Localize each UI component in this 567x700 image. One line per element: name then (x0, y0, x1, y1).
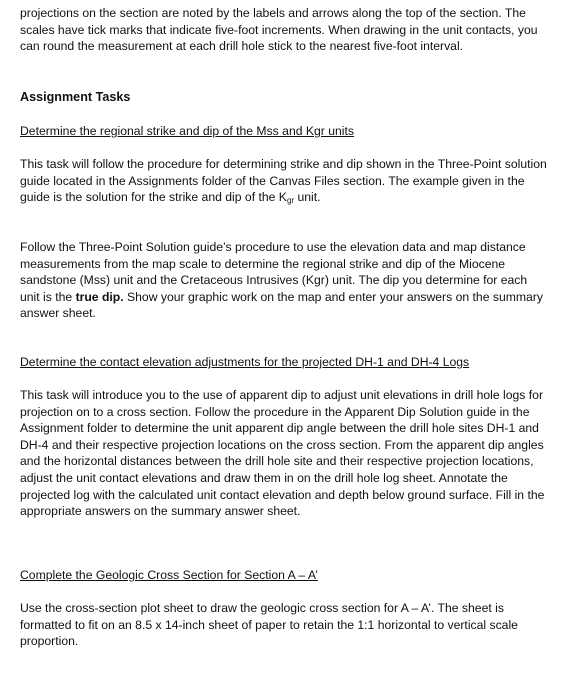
task1-paragraph-1 (20, 156, 550, 206)
task1-paragraph-1-end: unit. (294, 190, 321, 205)
task1-paragraph-1-text: This task will follow the procedure for determining strike and dip shown in the Three-Point solution guide located in the Assignments folder of the Canvas Files section. The example given in the guide is the solution for the strike and dip of the K (20, 157, 547, 205)
task1-title: Determine the regional strike and dip of the Mss and Kgr units (20, 124, 354, 138)
true-dip-emphasis: true dip. (75, 289, 124, 304)
task3-paragraph: Use the cross-section plot sheet to draw the geologic cross section for A – A’. The sheet is formatted to fit on an 8.5 x 14-inch sheet of paper to retain the 1:1 horizontal to vertical scale proportion. (20, 601, 518, 649)
task1-paragraph-2 (20, 239, 550, 322)
task1-paragraph-2-end: Show your graphic work on the map and enter your answers on the summary answer sheet. (20, 289, 543, 321)
task3-title: Complete the Geologic Cross Section for Section A – A’ (20, 568, 318, 582)
task2-title: Determine the contact elevation adjustments for the projected DH-1 and DH-4 Logs (20, 355, 470, 369)
task1-paragraph-2-text: Follow the Three-Point Solution guide’s procedure to use the elevation data and map distance measurements from the map scale to determine the regional strike and dip of the Miocene sandstone (Mss) unit and the Cretaceous Intrusives (Kgr) unit. The dip you determine for each unit is the (20, 240, 528, 304)
assignment-tasks-heading: Assignment Tasks (20, 90, 131, 104)
kgr-subscript: gr (286, 196, 295, 206)
task2-paragraph: This task will introduce you to the use of apparent dip to adjust unit elevations in drill hole logs for projection on to a cross section. Follow the procedure in the Apparent Dip Solution guide in the Assignment folder to determine the unit apparent dip angle between the drill hole sites DH-1 and DH-4 and their respective projection locations on the cross section. From the apparent dip angles and the horizontal distances between the drill hole site and their respective projection locations, adjust the unit contact elevations and draw them in on the drill hole log sheet. Annotate the projected log with the calculated unit contact elevation and depth below ground surface. Fill in the appropriate answers on the summary answer sheet. (20, 388, 545, 519)
intro-paragraph: projections on the section are noted by the labels and arrows along the top of the section. The scales have tick marks that indicate five-foot increments. When drawing in the unit contacts, you can round the measurement at each drill hole stick to the nearest five-foot interval. (20, 6, 538, 54)
